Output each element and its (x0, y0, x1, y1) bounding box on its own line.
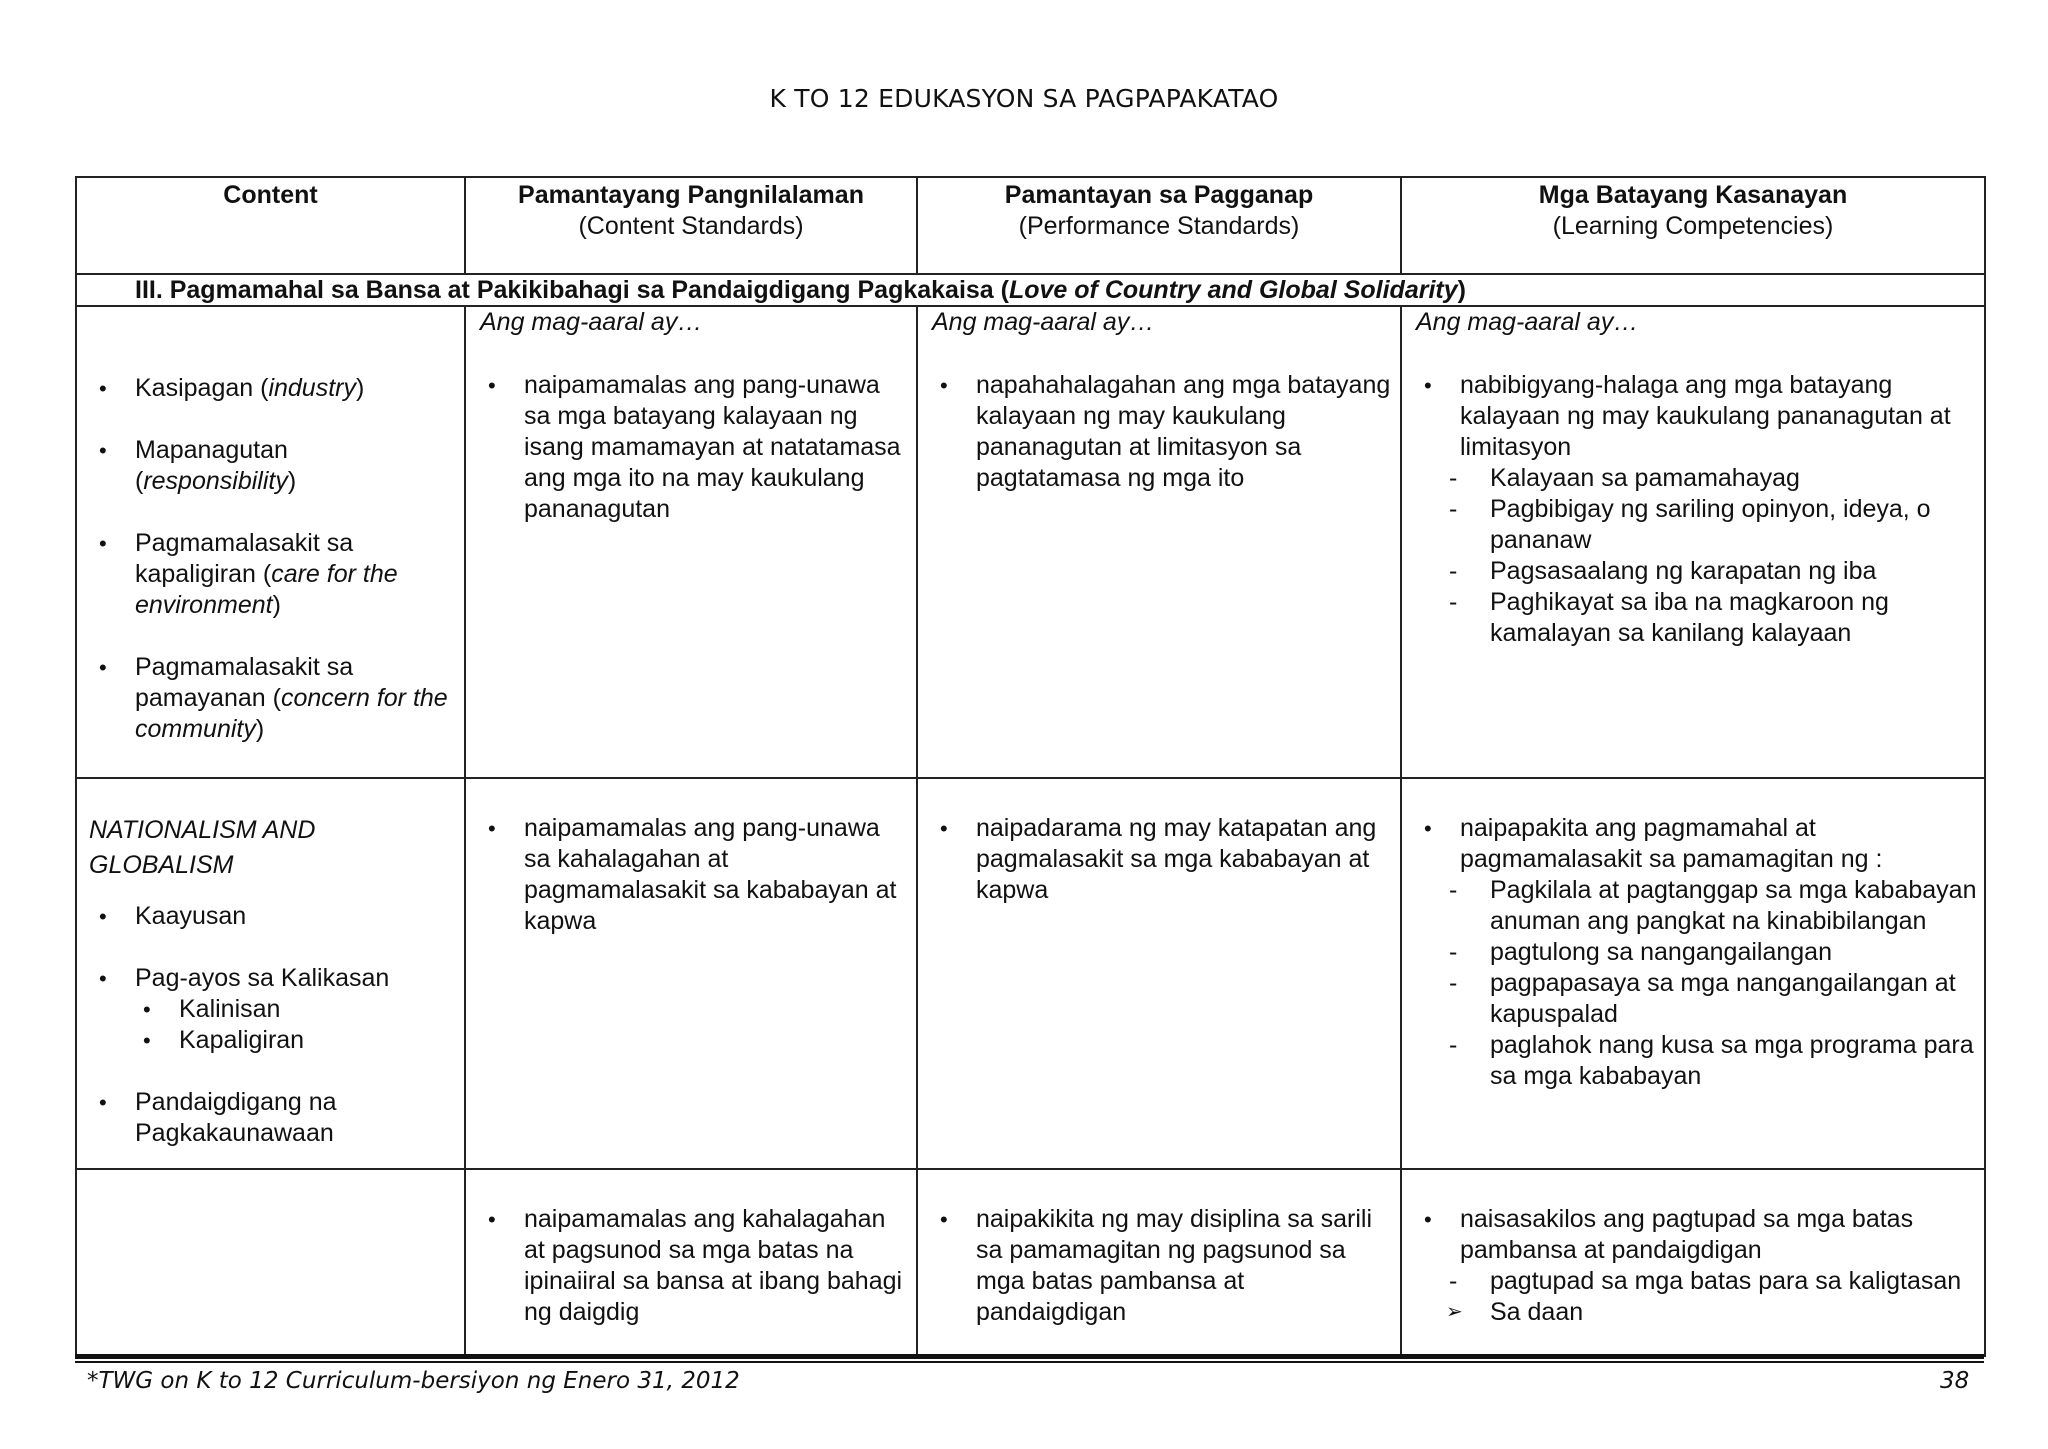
list-item: • naisasakilos ang pagtupad sa mga batas pambansa at pandaigdigan - pagtupad sa mga batas para sa kaligtasan ➢ Sa daan (1402, 1204, 1978, 1328)
section-heading (76, 274, 1985, 306)
header-content (76, 177, 465, 274)
header-content-standards (465, 177, 917, 274)
performance-standard-cell (917, 1169, 1401, 1356)
list-item: • naipamamalas ang pang-unawa sa mga batayang kalayaan ng isang mamamayan at natatamasa ang mga ito na may kaukulang pananagutan (466, 370, 910, 525)
list-item: • naipadarama ng may katapatan ang pagmalasakit sa mga kababayan at kapwa (918, 813, 1394, 906)
list-item: • Pandaigdigang na Pagkakaunawaan (77, 1087, 464, 1149)
section-english: Love of Country and Global Solidarity (1008, 276, 1458, 304)
header-learning-competencies (1401, 177, 1985, 274)
table-row (76, 306, 1985, 778)
list-item: • Kaayusan (77, 901, 464, 932)
section-row (76, 274, 1985, 306)
list-item: - Pagkilala at pagtanggap sa mga kababayan anuman ang pangkat na kinabibilangan (1446, 875, 1978, 937)
section-close: ) (1457, 276, 1466, 304)
content-heading: NATIONALISM AND GLOBALISM (89, 816, 316, 879)
header-title: Content (223, 181, 318, 209)
list-item: • Kapaligiran (135, 1025, 464, 1056)
content-standard-cell (465, 306, 917, 778)
performance-standard-cell (917, 778, 1401, 1169)
list-item: - paglahok nang kusa sa mga programa para sa mga kababayan (1446, 1030, 1978, 1092)
content-cell (76, 1169, 465, 1356)
competency-cell (1401, 306, 1985, 778)
list-item: - pagtulong sa nangangailangan (1446, 937, 1978, 968)
table-header-row (76, 177, 1985, 274)
header-subtitle: (Learning Competencies) (1552, 212, 1834, 240)
list-item: • Pagmamalasakit sa kapaligiran (care for the environment) (77, 528, 456, 621)
header-performance-standards (917, 177, 1401, 274)
content-cell (76, 306, 465, 778)
list-item: • naipamamalas ang pang-unawa sa kahalagahan at pagmamalasakit sa kababayan at kapwa (466, 813, 910, 937)
header-title: Pamantayang Pangnilalaman (518, 181, 864, 209)
list-item: • Kalinisan (135, 994, 464, 1025)
page-title: K TO 12 EDUKASYON SA PAGPAPAKATAO (769, 84, 1279, 113)
competency-cell (1401, 1169, 1985, 1356)
table-row (76, 1169, 1985, 1356)
list-item: • Kasipagan (industry) (77, 373, 456, 404)
header-subtitle: (Performance Standards) (1018, 212, 1300, 240)
section-label: III. Pagmamahal sa Bansa at Pakikibahagi sa Pandaigdigang Pagkakaisa ( (135, 276, 1009, 304)
list-item: - Pagbibigay ng sariling opinyon, ideya, o pananaw (1446, 494, 1978, 556)
list-item: - pagpapasaya sa mga nangangailangan at kapuspalad (1446, 968, 1978, 1030)
list-item: • Pag-ayos sa Kalikasan • Kalinisan • Kapaligiran (77, 963, 464, 1056)
table-row (76, 778, 1985, 1169)
list-item: • naipapakita ang pagmamahal at pagmamalasakit sa pamamagitan ng : - Pagkilala at pagtanggap sa mga kababayan anuman ang pangkat na kinabibilangan - pagtulong sa nangangailangan - pagpapasaya sa mga nangangailangan at kapuspalad - paglahok nang kusa sa mga programa para sa mga kababayan (1402, 813, 1978, 1092)
header-title: Pamantayan sa Pagganap (1004, 181, 1314, 209)
lead-text: Ang mag-aaral ay… (480, 308, 703, 336)
header-title: Mga Batayang Kasanayan (1538, 181, 1848, 209)
lead-text: Ang mag-aaral ay… (1416, 308, 1639, 336)
footer-rule-thick (75, 1354, 1984, 1359)
list-item: • naipakikita ng may disiplina sa sarili sa pamamagitan ng pagsunod sa mga batas pambansa at pandaigdigan (918, 1204, 1394, 1328)
content-standard-cell (465, 1169, 917, 1356)
content-cell (76, 778, 465, 1169)
list-item: • napahahalagahan ang mga batayang kalayaan ng may kaukulang pananagutan at limitasyon sa pagtatamasa ng mga ito (918, 370, 1394, 494)
curriculum-table (75, 176, 1986, 1357)
list-item: - Paghikayat sa iba na magkaroon ng kamalayan sa kanilang kalayaan (1446, 587, 1978, 649)
lead-text: Ang mag-aaral ay… (932, 308, 1155, 336)
page-number: 38 (1940, 1368, 1970, 1394)
header-subtitle: (Content Standards) (578, 212, 804, 240)
list-item: • nabibigyang-halaga ang mga batayang kalayaan ng may kaukulang pananagutan at limitasyon - Kalayaan sa pamamahayag - Pagbibigay ng sariling opinyon, ideya, o pananaw - Pagsasaalang ng karapatan ng iba - Paghikayat sa iba na magkaroon ng kamalayan sa kanilang kalayaan (1402, 370, 1978, 649)
footer-note: *TWG on K to 12 Curriculum-bersiyon ng Enero 31, 2012 (87, 1368, 740, 1394)
list-item: ➢ Sa daan (1446, 1297, 1978, 1328)
list-item: • Mapanagutan (responsibility) (77, 435, 456, 497)
performance-standard-cell (917, 306, 1401, 778)
list-item: - pagtupad sa mga batas para sa kaligtasan ➢ Sa daan (1446, 1266, 1978, 1328)
list-item: • naipamamalas ang kahalagahan at pagsunod sa mga batas na ipinaiiral sa bansa at ibang bahagi ng daigdig (466, 1204, 910, 1328)
list-item: - Kalayaan sa pamamahayag (1446, 463, 1978, 494)
footer-rule-thin (75, 1361, 1984, 1363)
list-item: - Pagsasaalang ng karapatan ng iba (1446, 556, 1978, 587)
content-standard-cell (465, 778, 917, 1169)
competency-cell (1401, 778, 1985, 1169)
list-item: • Pagmamalasakit sa pamayanan (concern for the community) (77, 652, 456, 745)
